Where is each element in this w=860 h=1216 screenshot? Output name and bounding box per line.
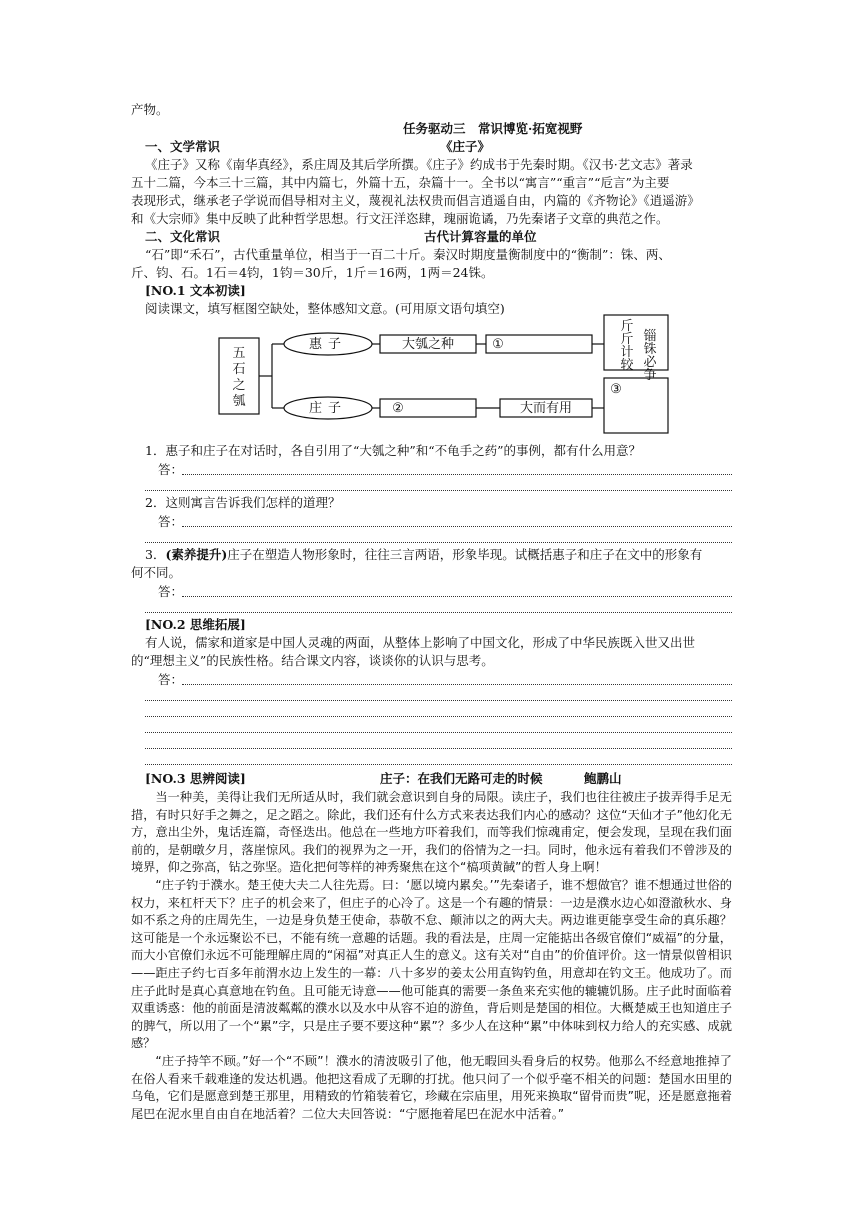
lit-line: 《庄子》又称《南华真经》，系庄周及其后学所撰。《庄子》约成书于先秦时期。《汉书·艺文志》著录: [145, 157, 693, 172]
blank1-label: ①: [492, 337, 504, 352]
svg-text:较: 较: [620, 358, 634, 373]
svg-text:锱: 锱: [643, 329, 657, 344]
no2-line: 有人说，儒家和道家是中国人灵魂的两面，从整体上影响了中国文化，形成了中华民族既入世又出世: [145, 635, 696, 650]
lit-line: 表现形式，继承老子学说而倡导相对主义，蔑视礼法权贵而倡言逍遥自由，内篇的《齐物论》《逍遥游》: [131, 193, 700, 208]
result1-box: [604, 315, 668, 370]
no1-instruction: 阅读课文，填写框图空缺处，整体感知文意。(可用原文语句填空): [145, 301, 505, 316]
essay-paragraph: “庄子持竿不顾。”好一个“不顾”！濮水的清波吸引了他，他无暇回头看身后的权势。他那么不经意地推掉了在俗人看来千载难逢的发达机遇。他把这看成了无聊的打扰。他只问了一个似乎毫不相关的问题：楚国水田里的乌龟，它们是愿意到楚王那里，用精致的竹箱装着它，珍藏在宗庙里，用死来换取“留骨而贵”呢，还是愿意拖着尾巴在泥水里自由自在地活着？二位大夫回答说：“宁愿拖着尾巴在泥水中活着。”: [131, 1053, 732, 1121]
root-char: 五: [232, 346, 246, 361]
result1-col-b: [643, 329, 657, 383]
answer-line[interactable]: [182, 526, 732, 527]
answer-line[interactable]: [145, 700, 732, 701]
blank2-label: ②: [392, 401, 404, 416]
svg-text:铢: 铢: [643, 342, 657, 357]
root-char: 瓠: [232, 394, 246, 409]
dayou-label: 大而有用: [519, 401, 573, 416]
answer-line[interactable]: [145, 764, 732, 765]
top-fragment: 产物。: [131, 102, 169, 117]
root-char: 石: [232, 362, 246, 377]
answer-line[interactable]: [145, 748, 732, 749]
task-heading: 任务驱动三 常识博览·拓宽视野: [403, 121, 583, 136]
essay-body: [131, 789, 732, 1123]
lit-heading: 一、文学常识: [145, 139, 221, 154]
no2-line: 的“理想主义”的民族性格。结合课文内容，谈谈你的认识与思考。: [131, 653, 494, 668]
zhuangzi-label: 庄子: [308, 401, 348, 416]
svg-text:计: 计: [620, 345, 634, 360]
blank3-label: ③: [610, 382, 622, 397]
culture-heading: 二、文化常识: [145, 229, 221, 244]
essay-paragraph: 当一种美，美得让我们无所适从时，我们就会意识到自身的局限。读庄子，我们也往往被庄子拔弄得手足无措，有时只好手之舞之，足之蹈之。除此，我们还有什么方式来表达我们内心的感动？这位“天仙才子”他幻化无方，意出尘外，鬼话连篇，奇怪迭出。他总在一些地方吓着我们，而等我们惊魂甫定，便会发现，呈现在我们面前的，是朝暾夕月，落崖惊风。我们的视界为之一开，我们的俗情为之一扫。同时，他永远有着我们不曾涉及的境界，仰之弥高，钻之弥坚。造化把何等样的神秀聚焦在这个“槁项黄馘”的哲人身上啊！: [131, 790, 732, 875]
answer-line[interactable]: [145, 732, 732, 733]
answer-line[interactable]: [182, 684, 732, 685]
essay-author: 鲍鹏山: [584, 771, 622, 786]
essay-paragraph: “庄子钓于濮水。楚王使大夫二人往先焉。曰：‘愿以境内累矣。’”先秦诸子，谁不想做官？谁不想通过世俗的权力，来杠杆天下？庄子的机会来了，但庄子的心冷了。这是一个有趣的情景：一边是濮水边心如澄澈秋水、身如不系之舟的庄周先生，一边是身负楚王使命，恭敬不怠、颠沛以之的两大夫。两边谁更能享受生命的真乐趣？这可能是一个永远聚讼不已，不能有统一意趣的话题。我的看法是，庄周一定能掂出各级官僚们“威福”的分量，而大小官僚们永远不可能理解庄周的“闲福”对真正人生的意义。这有关对“自由”的价值评价。这一情景似曾相识——距庄子约七百多年前渭水边上发生的一幕：八十多岁的姜太公用直钩钓鱼，用意却在钓文王。他成功了。而庄子此时是真心真意地在钓鱼。且可能无诗意——他可能真的需要一条鱼来充实他的辘辘饥肠。庄子此时面临着双重诱惑：他的前面是清波粼粼的濮水以及水中从容不迫的游鱼，背后则是楚国的相位。大概楚威王也知道庄子的脾气，所以用了一个“累”字，只是庄子要不要这种“累”？多少人在这种“累”中体味到权力给人的充实感、成就感？: [131, 877, 732, 1051]
answer-label: 答：: [158, 462, 184, 477]
question-2: 2．这则寓言告诉我们怎样的道理？: [145, 495, 341, 510]
lit-title: 《庄子》: [440, 139, 491, 154]
svg-text:斤: 斤: [620, 332, 634, 347]
svg-text:争: 争: [643, 368, 657, 383]
answer-line[interactable]: [145, 612, 732, 613]
svg-text:斤: 斤: [620, 319, 634, 334]
lit-line: 五十二篇，今本三十三篇，其中内篇七，外篇十五，杂篇十一。全书以“寓言”“重言”“卮言”为主要: [131, 175, 670, 190]
answer-line[interactable]: [145, 542, 732, 543]
answer-line[interactable]: [182, 474, 732, 475]
answer-label: 答：: [158, 672, 184, 687]
svg-text:必: 必: [643, 355, 657, 370]
culture-line: “石”即“禾石”，古代重量单位，相当于一百二十斤。秦汉时期度量衡制度中的“衡制”：铢、两、: [145, 247, 671, 262]
question-3: 3．(素养提升)庄子在塑造人物形象时，往往三言两语，形象毕现。试概括惠子和庄子在文中的形象有: [145, 547, 703, 562]
answer-line[interactable]: [145, 716, 732, 717]
no2-label: [NO.2 思维拓展]: [145, 617, 246, 632]
answer-label: 答：: [158, 584, 184, 599]
framework-diagram: [0, 0, 860, 440]
huizi-label: 惠子: [308, 337, 348, 352]
answer-line[interactable]: [182, 596, 732, 597]
culture-title: 古代计算容量的单位: [424, 229, 537, 244]
result1-col-a: [620, 319, 634, 373]
answer-line[interactable]: [145, 490, 732, 491]
question-1: 1．惠子和庄子在对话时，各自引用了“大瓠之种”和“不龟手之药”的事例，都有什么用意？: [145, 443, 642, 458]
no1-label: [NO.1 文本初读]: [145, 283, 246, 298]
question-3-cont: 何不同。: [131, 565, 182, 580]
culture-line: 斤、钧、石。1石＝4钧，1钧＝30斤，1斤＝16两，1两＝24铢。: [131, 265, 494, 280]
no3-label: [NO.3 思辨阅读]: [145, 771, 246, 786]
root-char: 之: [232, 378, 246, 393]
lit-line: 和《大宗师》集中反映了此种哲学思想。行文汪洋恣肆，瑰丽诡谲，乃先秦诸子文章的典范之作。: [131, 211, 669, 226]
answer-label: 答：: [158, 514, 184, 529]
essay-title: 庄子：在我们无路可走的时候: [380, 771, 543, 786]
dahu-label: 大瓠之种: [401, 337, 455, 352]
